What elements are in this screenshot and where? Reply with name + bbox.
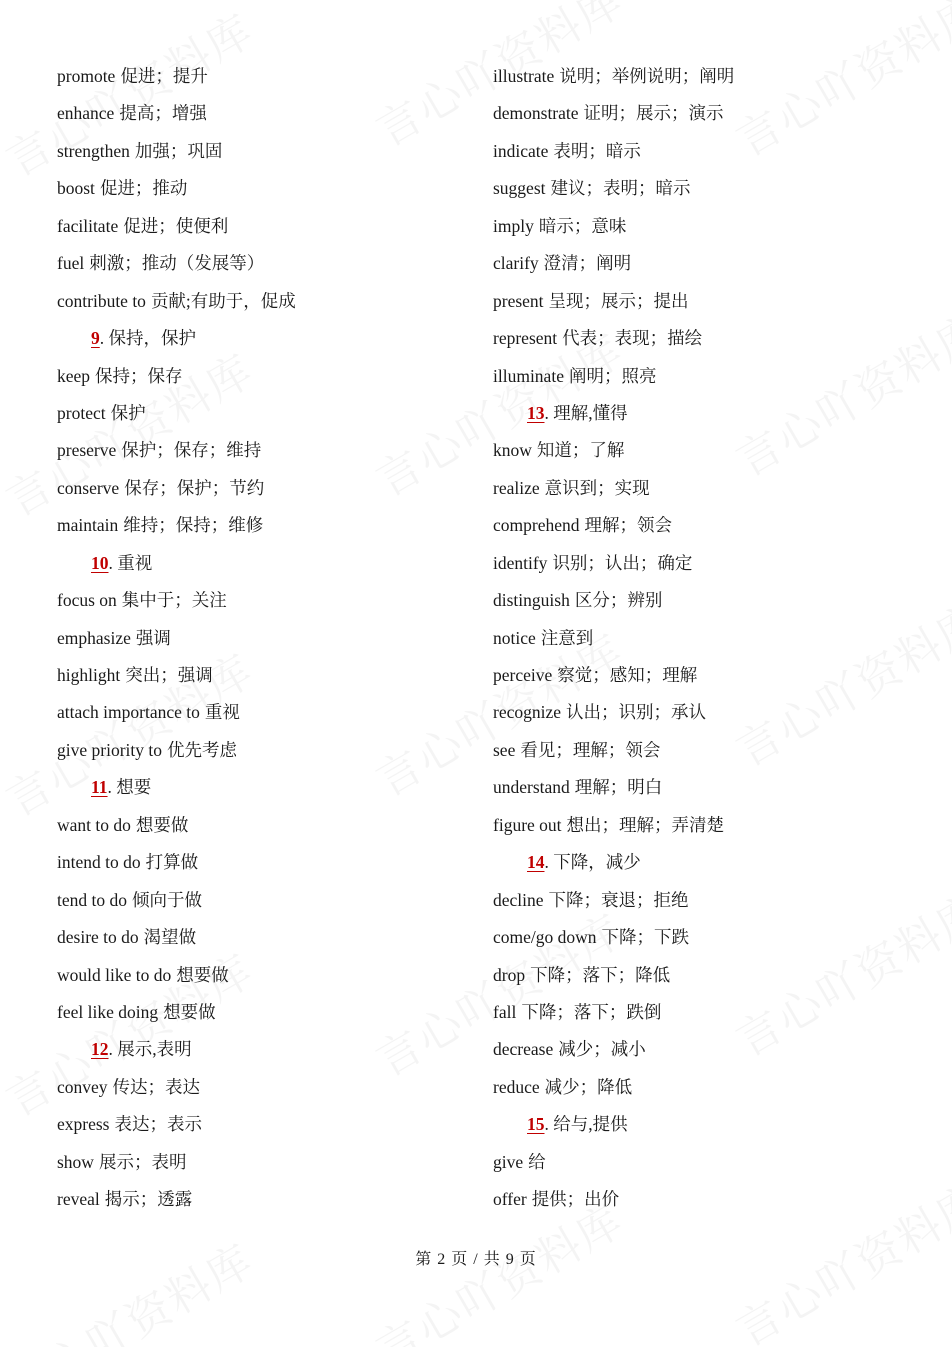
english-term: focus on xyxy=(57,590,117,611)
chinese-meaning: 倾向于做 xyxy=(132,889,202,910)
section-heading xyxy=(493,1106,913,1143)
vocab-entry xyxy=(493,470,913,507)
chinese-meaning: 呈现；展示；提出 xyxy=(548,290,689,311)
english-term: contribute to xyxy=(57,290,146,311)
english-term: decline xyxy=(493,889,544,910)
chinese-meaning: 集中于；关注 xyxy=(121,590,227,611)
section-number: 11 xyxy=(91,777,108,798)
watermark-text xyxy=(0,1225,264,1347)
chinese-meaning: 认出；识别；承认 xyxy=(566,702,707,723)
chinese-meaning: 建议；表明；暗示 xyxy=(550,178,691,199)
section-heading xyxy=(493,395,913,432)
chinese-meaning: 给 xyxy=(528,1151,546,1172)
chinese-meaning: 提供；出价 xyxy=(531,1189,620,1210)
chinese-meaning: 强调 xyxy=(135,627,171,648)
chinese-meaning: 展示；表明 xyxy=(98,1151,187,1172)
section-number: 12 xyxy=(91,1039,109,1060)
vocab-entry xyxy=(493,919,913,956)
vocab-entry xyxy=(493,620,913,657)
english-term: realize xyxy=(493,477,540,498)
english-term: represent xyxy=(493,328,558,349)
chinese-meaning: 想要做 xyxy=(135,814,189,835)
chinese-meaning: 贡献;有助于，促成 xyxy=(150,290,296,311)
english-term: clarify xyxy=(493,253,539,274)
vocab-entry xyxy=(493,320,913,357)
vocab-entry xyxy=(493,694,913,731)
chinese-meaning: 促进；提升 xyxy=(120,66,208,86)
vocab-entry xyxy=(57,395,447,432)
vocab-entry xyxy=(57,358,447,395)
section-title: . 保持，保护 xyxy=(99,328,196,349)
vocab-entry xyxy=(493,657,913,694)
vocab-entry xyxy=(57,283,447,320)
vocab-entry xyxy=(493,170,913,207)
chinese-meaning: 加强；巩固 xyxy=(134,140,223,161)
english-term: fuel xyxy=(57,253,85,274)
section-title: . 展示,表明 xyxy=(108,1039,192,1060)
vocab-entry xyxy=(57,994,447,1031)
chinese-meaning: 刺激；推动（发展等） xyxy=(89,253,265,274)
section-number: 15 xyxy=(527,1114,545,1135)
vocab-entry xyxy=(57,1069,447,1106)
vocab-entry xyxy=(493,245,913,282)
english-term: attach importance to xyxy=(57,702,200,723)
page-footer: 第 2 页 / 共 9 页 xyxy=(415,1251,537,1268)
english-term: offer xyxy=(493,1189,527,1210)
chinese-meaning: 代表；表现；描绘 xyxy=(562,328,703,349)
section-number: 13 xyxy=(527,402,545,423)
english-term: intend to do xyxy=(57,852,141,873)
section-title: . 重视 xyxy=(108,552,153,573)
vocab-entry xyxy=(493,732,913,769)
section-number: 9 xyxy=(91,328,100,349)
english-term: preserve xyxy=(57,440,117,461)
chinese-meaning: 渴望做 xyxy=(143,927,197,948)
vocab-entry xyxy=(57,732,447,769)
english-term: understand xyxy=(493,777,570,798)
english-term: promote xyxy=(57,66,116,86)
vocab-entry xyxy=(57,1181,447,1218)
vocab-entry xyxy=(493,358,913,395)
english-term: feel like doing xyxy=(57,1001,159,1022)
chinese-meaning: 保护；保存；维持 xyxy=(121,440,262,461)
english-term: recognize xyxy=(493,702,562,723)
vocab-entry xyxy=(57,58,447,95)
english-term: drop xyxy=(493,964,526,985)
section-heading xyxy=(57,320,447,357)
section-heading xyxy=(57,1031,447,1068)
english-term: want to do xyxy=(57,814,131,835)
vocab-entry xyxy=(493,582,913,619)
chinese-meaning: 提高；增强 xyxy=(119,103,207,124)
english-term: demonstrate xyxy=(493,103,579,124)
vocab-entry xyxy=(57,1144,447,1181)
chinese-meaning: 阐明；照亮 xyxy=(568,365,657,386)
english-term: reduce xyxy=(493,1076,540,1097)
english-term: conserve xyxy=(57,477,120,498)
chinese-meaning: 下降；落下；降低 xyxy=(530,964,671,985)
vocab-entry xyxy=(493,1144,913,1181)
english-term: show xyxy=(57,1151,94,1172)
vocab-entry xyxy=(493,208,913,245)
english-term: distinguish xyxy=(493,590,570,611)
chinese-meaning: 注意到 xyxy=(540,627,594,648)
vocab-entry xyxy=(493,95,913,132)
english-term: come/go down xyxy=(493,927,597,948)
section-title: . 下降，减少 xyxy=(544,852,641,873)
chinese-meaning: 下降；落下；跌倒 xyxy=(521,1001,662,1022)
vocab-entry xyxy=(57,470,447,507)
vocab-entry xyxy=(493,507,913,544)
english-term: highlight xyxy=(57,665,121,685)
chinese-meaning: 下降；衰退；拒绝 xyxy=(548,889,689,910)
vocab-entry xyxy=(493,133,913,170)
chinese-meaning: 说明；举例说明；阐明 xyxy=(559,66,735,86)
vocab-entry xyxy=(57,694,447,731)
section-title: . 给与,提供 xyxy=(544,1114,628,1135)
english-term: convey xyxy=(57,1076,108,1097)
english-term: give xyxy=(493,1151,524,1172)
chinese-meaning: 想出；理解；弄清楚 xyxy=(566,814,725,835)
english-term: enhance xyxy=(57,103,115,124)
vocab-entry xyxy=(493,1031,913,1068)
vocab-entry xyxy=(57,507,447,544)
vocab-entry xyxy=(493,882,913,919)
vocab-entry xyxy=(57,245,447,282)
english-term: tend to do xyxy=(57,889,127,910)
vocab-entry xyxy=(57,844,447,881)
chinese-meaning: 保存；保护；节约 xyxy=(124,477,265,498)
chinese-meaning: 理解；领会 xyxy=(584,515,672,536)
right-vocabulary-column xyxy=(493,58,913,1219)
chinese-meaning: 促进；推动 xyxy=(99,178,188,199)
english-term: illustrate xyxy=(493,66,555,86)
vocab-entry xyxy=(57,657,447,694)
chinese-meaning: 优先考虑 xyxy=(166,739,237,760)
vocab-entry xyxy=(493,58,913,95)
chinese-meaning: 下降；下跌 xyxy=(601,927,690,948)
english-term: express xyxy=(57,1114,110,1135)
chinese-meaning: 察觉；感知；理解 xyxy=(557,665,698,685)
chinese-meaning: 维持；保持；维修 xyxy=(123,515,264,536)
section-number: 10 xyxy=(91,552,109,573)
vocab-entry xyxy=(57,807,447,844)
vocab-entry xyxy=(57,882,447,919)
english-term: present xyxy=(493,290,544,311)
english-term: boost xyxy=(57,178,95,199)
english-term: facilitate xyxy=(57,215,119,236)
chinese-meaning: 打算做 xyxy=(145,852,199,873)
vocab-entry xyxy=(57,170,447,207)
left-vocabulary-column xyxy=(57,58,447,1219)
vocab-entry xyxy=(57,432,447,469)
english-term: desire to do xyxy=(57,927,139,948)
english-term: know xyxy=(493,440,532,461)
chinese-meaning: 识别；认出；确定 xyxy=(552,552,693,573)
chinese-meaning: 证明；展示；演示 xyxy=(583,103,724,124)
section-heading xyxy=(493,844,913,881)
vocab-entry xyxy=(57,957,447,994)
chinese-meaning: 减少；降低 xyxy=(544,1076,633,1097)
chinese-meaning: 区分；辨别 xyxy=(574,590,663,611)
vocab-entry xyxy=(57,582,447,619)
english-term: suggest xyxy=(493,178,546,199)
vocab-entry xyxy=(493,807,913,844)
english-term: indicate xyxy=(493,140,549,161)
vocab-entry xyxy=(493,545,913,582)
english-term: maintain xyxy=(57,515,119,536)
english-term: identify xyxy=(493,552,548,573)
chinese-meaning: 暗示；意味 xyxy=(538,215,627,236)
vocab-entry xyxy=(57,133,447,170)
vocab-entry xyxy=(493,1181,913,1218)
vocab-entry xyxy=(57,208,447,245)
vocab-entry xyxy=(57,919,447,956)
section-title: . 想要 xyxy=(107,777,152,798)
english-term: decrease xyxy=(493,1039,554,1060)
english-term: fall xyxy=(493,1001,517,1022)
english-term: see xyxy=(493,739,516,760)
vocab-entry xyxy=(493,432,913,469)
vocab-entry xyxy=(493,994,913,1031)
vocab-entry xyxy=(493,957,913,994)
chinese-meaning: 保护 xyxy=(110,402,146,423)
section-number: 14 xyxy=(527,852,545,873)
english-term: notice xyxy=(493,627,536,648)
english-term: reveal xyxy=(57,1189,100,1210)
vocab-entry xyxy=(57,95,447,132)
section-heading xyxy=(57,769,447,806)
vocab-entry xyxy=(57,620,447,657)
chinese-meaning: 重视 xyxy=(204,702,240,723)
chinese-meaning: 看见；理解；领会 xyxy=(520,739,661,760)
chinese-meaning: 表明；暗示 xyxy=(553,140,641,161)
chinese-meaning: 想要做 xyxy=(176,964,229,985)
chinese-meaning: 表达；表示 xyxy=(114,1114,202,1135)
english-term: perceive xyxy=(493,665,553,685)
chinese-meaning: 传达；表达 xyxy=(112,1076,201,1097)
english-term: would like to do xyxy=(57,964,172,985)
english-term: give priority to xyxy=(57,739,162,760)
english-term: strengthen xyxy=(57,140,130,161)
english-term: illuminate xyxy=(493,365,564,386)
chinese-meaning: 促进；使便利 xyxy=(123,215,229,236)
chinese-meaning: 保持；保存 xyxy=(95,365,183,386)
english-term: emphasize xyxy=(57,627,131,648)
vocab-entry xyxy=(493,769,913,806)
chinese-meaning: 知道；了解 xyxy=(536,440,625,461)
chinese-meaning: 意识到；实现 xyxy=(544,477,650,498)
chinese-meaning: 突出；强调 xyxy=(125,665,213,685)
vocab-entry xyxy=(57,1106,447,1143)
chinese-meaning: 理解；明白 xyxy=(574,777,663,798)
chinese-meaning: 揭示；透露 xyxy=(104,1189,193,1210)
chinese-meaning: 想要做 xyxy=(163,1001,216,1022)
english-term: protect xyxy=(57,402,106,423)
english-term: imply xyxy=(493,215,534,236)
section-title: . 理解,懂得 xyxy=(544,402,628,423)
vocab-entry xyxy=(493,1069,913,1106)
section-heading xyxy=(57,545,447,582)
chinese-meaning: 澄清；阐明 xyxy=(543,253,632,274)
english-term: comprehend xyxy=(493,515,580,536)
english-term: figure out xyxy=(493,814,562,835)
english-term: keep xyxy=(57,365,91,386)
vocab-entry xyxy=(493,283,913,320)
chinese-meaning: 减少；减小 xyxy=(558,1039,646,1060)
